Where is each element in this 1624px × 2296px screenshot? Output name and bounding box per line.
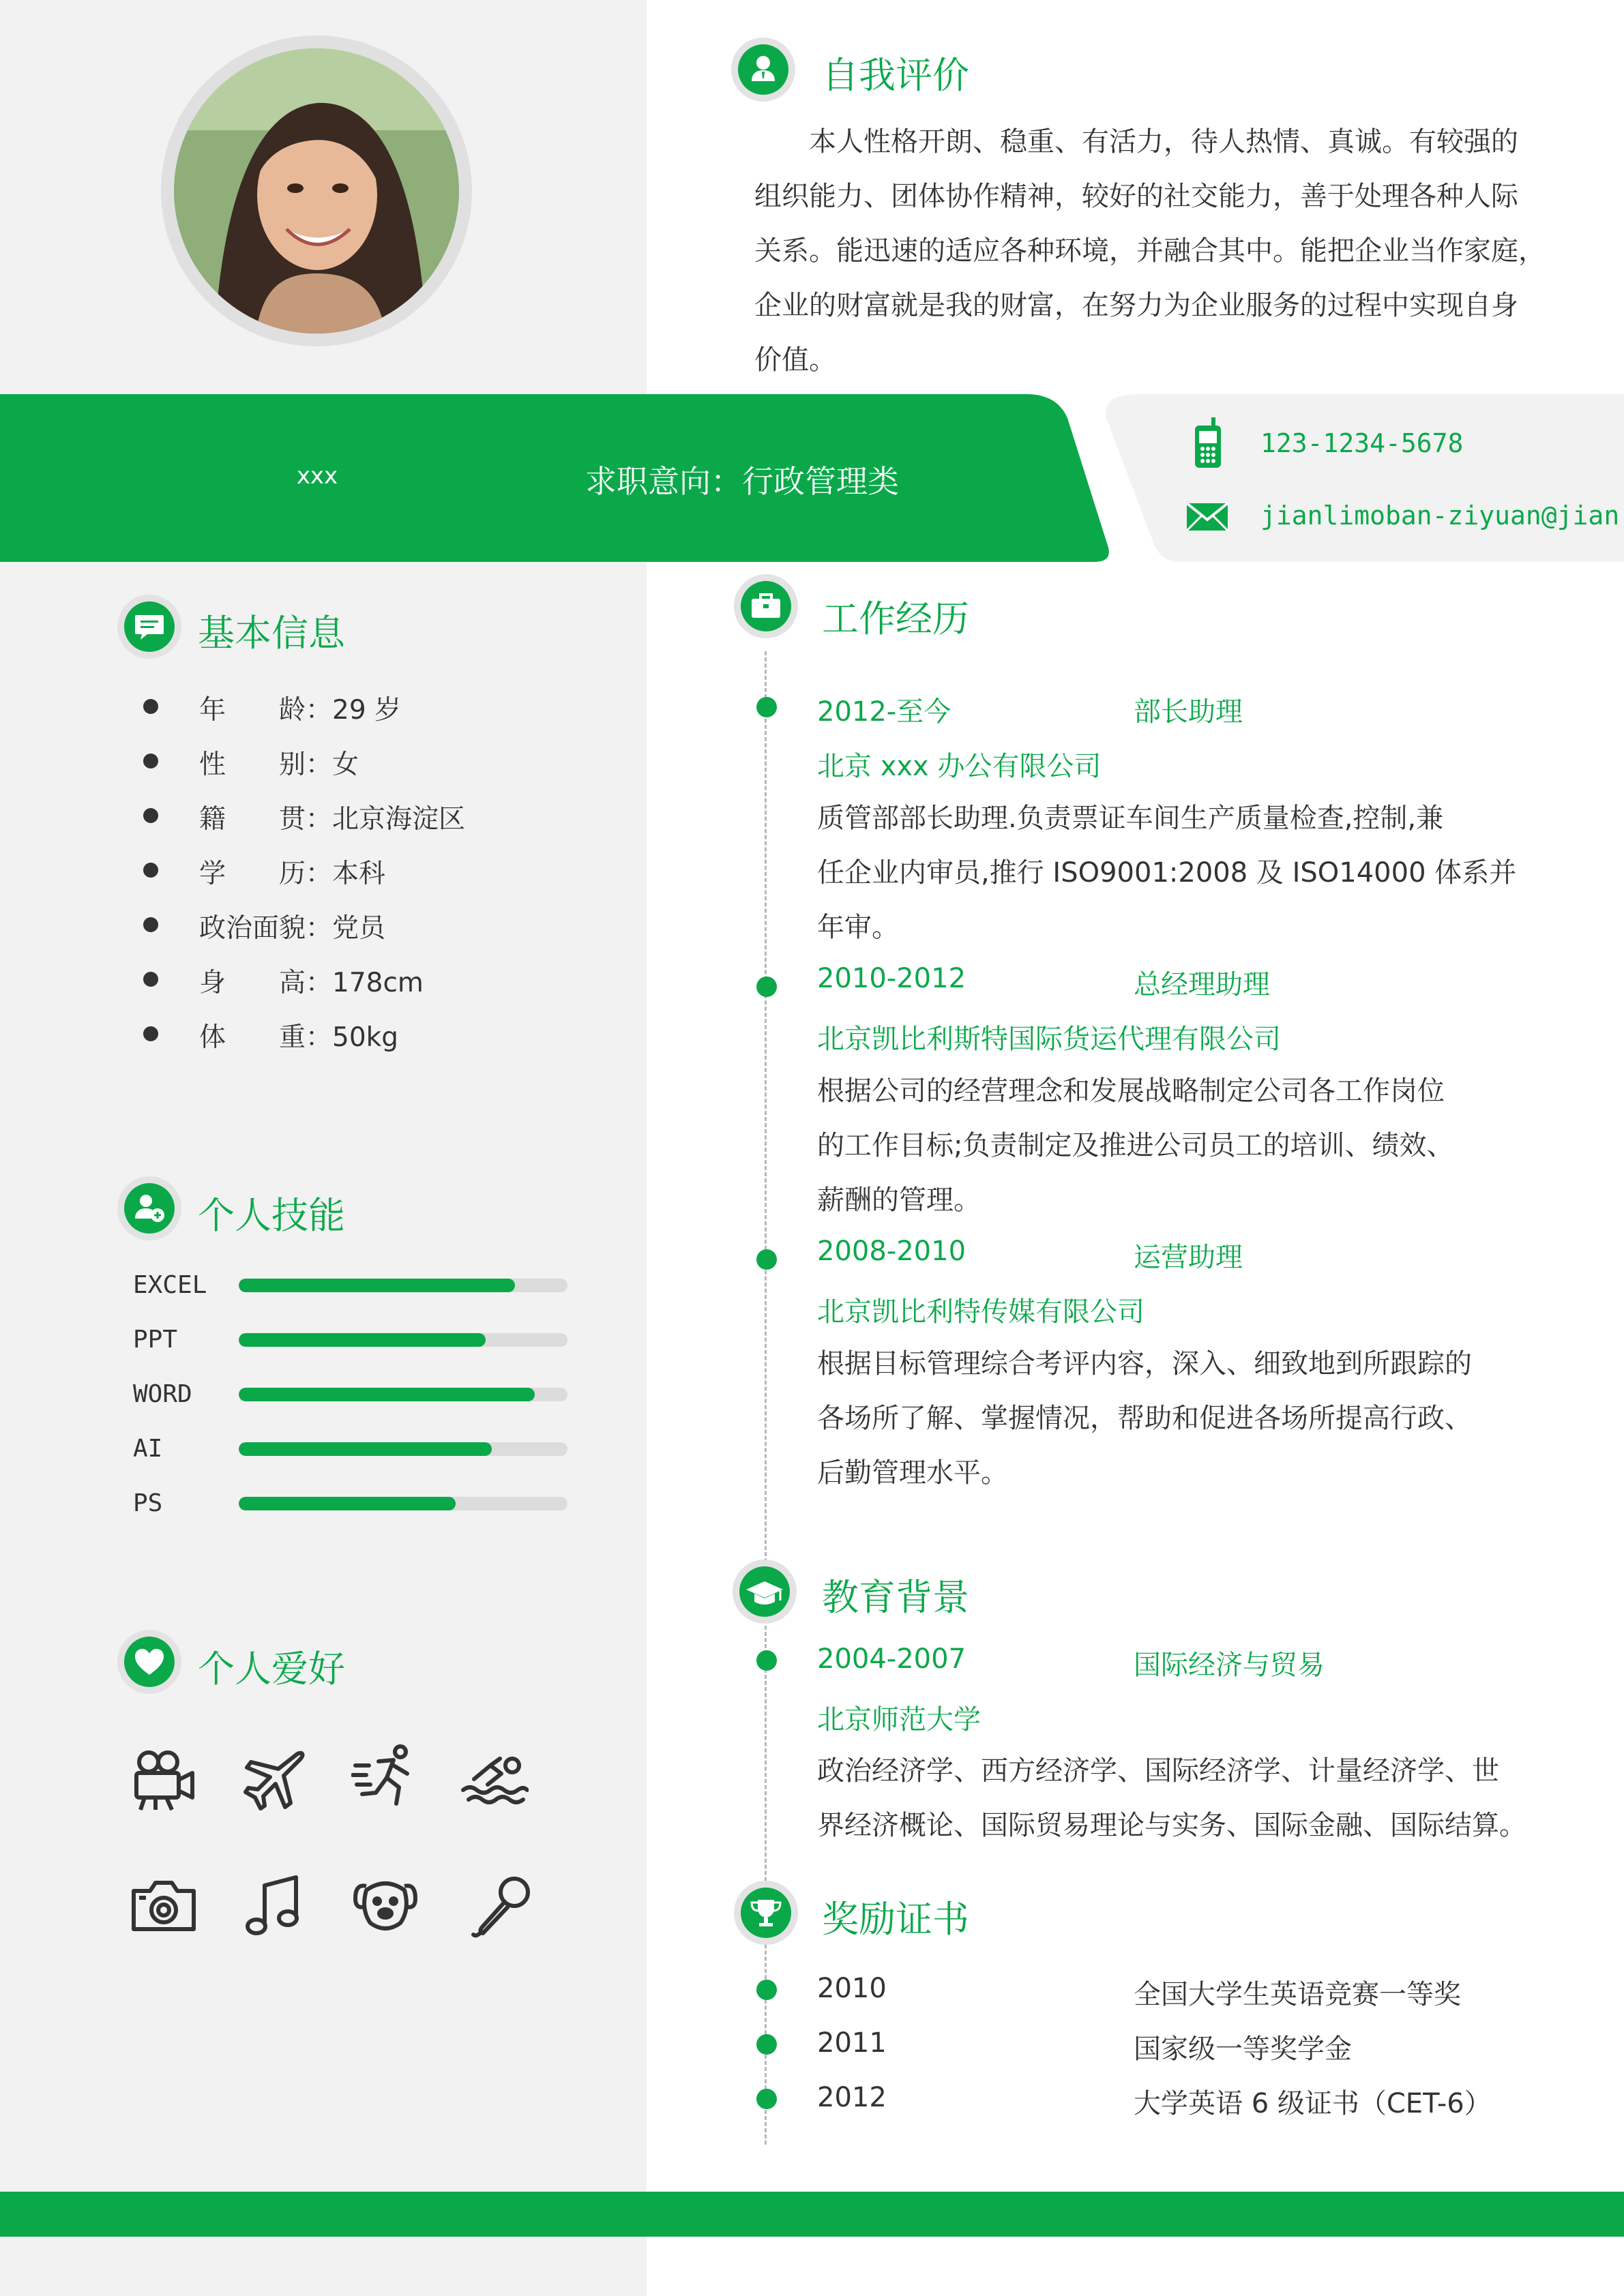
timeline-dot xyxy=(756,2034,777,2055)
self-eval-line: 企业的财富就是我的财富，在努力为企业服务的过程中实现自身 xyxy=(754,290,1518,321)
work-company: 北京 xxx 办公有限公司 xyxy=(817,751,1102,782)
award-name: 大学英语 6 级证书（CET-6） xyxy=(1134,2088,1492,2119)
info-value: 178cm xyxy=(332,968,424,998)
info-label: 体 重： xyxy=(199,1022,333,1053)
envelope-icon xyxy=(1185,502,1229,535)
work-role: 运营助理 xyxy=(1134,1242,1243,1273)
work-line: 根据公司的经营理念和发展战略制定公司各工作岗位 xyxy=(817,1075,1445,1107)
info-value: 本科 xyxy=(332,859,386,889)
bullet xyxy=(143,699,158,714)
skill-name: WORD xyxy=(133,1380,192,1408)
skill-bar-track xyxy=(239,1497,567,1510)
bullet xyxy=(143,972,158,987)
airplane-icon xyxy=(240,1746,308,1817)
award-name: 国家级一等奖学金 xyxy=(1134,2033,1352,2065)
education-courses xyxy=(817,1744,1615,1853)
skill-bar-track xyxy=(239,1333,567,1347)
bullet xyxy=(143,808,158,823)
work-description xyxy=(817,791,1588,955)
timeline-dot xyxy=(756,1980,777,2000)
work-line: 年审。 xyxy=(817,912,899,943)
bullet xyxy=(143,754,158,769)
skill-bar-fill xyxy=(239,1497,456,1510)
info-label: 籍 贯： xyxy=(199,804,333,835)
work-period: 2008-2010 xyxy=(817,1236,966,1267)
info-value: 党员 xyxy=(332,913,386,944)
work-line: 各场所了解、掌握情况，帮助和促进各场所提高行政、 xyxy=(817,1403,1472,1434)
self-eval-text xyxy=(754,115,1607,387)
education-line: 政治经济学、西方经济学、国际经济学、计量经济学、世 xyxy=(817,1755,1499,1787)
self-eval-line: 组织能力、团体协作精神，较好的社交能力，善于处理各种人际 xyxy=(754,181,1518,212)
info-label: 学 历： xyxy=(199,859,333,889)
skill-name: PPT xyxy=(133,1326,178,1354)
info-height xyxy=(199,961,424,1000)
work-role: 部长助理 xyxy=(1134,696,1243,728)
info-age xyxy=(199,689,401,727)
award-year: 2012 xyxy=(817,2082,887,2113)
skill-bar-track xyxy=(239,1442,567,1456)
basic-info-title: 基本信息 xyxy=(198,612,345,655)
skill-name: EXCEL xyxy=(133,1271,207,1299)
heart-icon xyxy=(124,1637,175,1687)
award-name: 全国大学生英语竞赛一等奖 xyxy=(1134,1979,1461,2010)
info-education xyxy=(199,852,385,891)
trophy-icon xyxy=(741,1888,791,1938)
skill-bar-fill xyxy=(239,1279,515,1292)
education-line: 界经济概论、国际贸易理论与实务、国际金融、国际结算。 xyxy=(817,1810,1526,1841)
education-major: 国际经济与贸易 xyxy=(1134,1650,1325,1681)
add-user-icon xyxy=(124,1183,175,1234)
self-eval-title: 自我评价 xyxy=(822,54,969,97)
timeline-dot xyxy=(756,697,777,717)
self-eval-line: 本人性格开朗、稳重、有活力，待人热情、真诚。有较强的 xyxy=(754,126,1518,158)
movie-camera-icon xyxy=(130,1746,198,1817)
info-label: 性 别： xyxy=(199,749,333,780)
self-eval-line: 价值。 xyxy=(754,344,836,376)
work-line: 根据目标管理综合考评内容，深入、细致地到所跟踪的 xyxy=(817,1348,1472,1380)
self-eval-section-icon xyxy=(731,38,795,102)
job-intent: 求职意向：行政管理类 xyxy=(585,463,899,500)
education-school: 北京师范大学 xyxy=(817,1704,981,1735)
info-weight xyxy=(199,1016,398,1054)
info-label: 政治面貌： xyxy=(199,913,333,944)
info-value: 50kg xyxy=(332,1022,398,1053)
skill-name: PS xyxy=(133,1489,163,1517)
info-label: 年 龄： xyxy=(199,695,333,726)
user-icon xyxy=(738,44,788,95)
microphone-icon xyxy=(471,1872,539,1943)
work-role: 总经理助理 xyxy=(1134,969,1270,1000)
basic-info-section-icon xyxy=(117,595,181,659)
footer-bar xyxy=(0,2192,1624,2237)
info-label: 身 高： xyxy=(199,968,333,998)
work-description xyxy=(817,1064,1588,1227)
skill-bar-fill xyxy=(239,1442,492,1456)
timeline-dot xyxy=(756,1650,777,1671)
work-line: 任企业内审员,推行 ISO9001:2008 及 ISO14000 体系并 xyxy=(817,857,1517,889)
hobbies-title: 个人爱好 xyxy=(198,1648,345,1690)
mobile-phone-icon xyxy=(1192,417,1224,472)
music-note-icon xyxy=(240,1872,308,1943)
self-eval-line: 关系。能迅速的适应各种环境，并融合其中。能把企业当作家庭， xyxy=(754,235,1546,267)
awards-title: 奖励证书 xyxy=(822,1898,969,1941)
info-political xyxy=(199,907,385,945)
skill-name: AI xyxy=(133,1435,163,1463)
education-title: 教育背景 xyxy=(822,1576,969,1619)
awards-section-icon xyxy=(734,1881,798,1945)
work-company: 北京凯比利特传媒有限公司 xyxy=(817,1296,1145,1328)
dog-icon xyxy=(351,1870,419,1941)
avatar xyxy=(174,48,459,333)
info-value: 女 xyxy=(332,749,359,780)
timeline-dot xyxy=(756,1249,777,1270)
swimming-icon xyxy=(460,1742,529,1813)
running-icon xyxy=(351,1742,419,1813)
bullet xyxy=(143,863,158,878)
bullet xyxy=(143,917,158,932)
skills-title: 个人技能 xyxy=(198,1194,345,1237)
candidate-name: xxx xyxy=(296,462,338,490)
skill-bar-track xyxy=(239,1388,567,1401)
contact-panel xyxy=(1098,394,1624,562)
work-description xyxy=(817,1337,1588,1500)
work-line: 质管部部长助理.负责票证车间生产质量检查,控制,兼 xyxy=(817,803,1444,834)
timeline-dot xyxy=(756,976,777,997)
banner-shape xyxy=(0,394,1112,562)
hobbies-section-icon xyxy=(117,1630,181,1694)
info-hometown xyxy=(199,798,465,836)
info-gender xyxy=(199,743,359,781)
skills-section-icon xyxy=(117,1176,181,1240)
info-value: 北京海淀区 xyxy=(332,804,466,835)
bullet xyxy=(143,1026,158,1041)
work-line: 的工作目标;负责制定及推进公司员工的培训、绩效、 xyxy=(817,1130,1454,1161)
phone-number: 123-1234-5678 xyxy=(1260,428,1464,458)
work-period: 2012-至今 xyxy=(817,696,951,728)
briefcase-icon xyxy=(741,581,791,631)
skill-bar-fill xyxy=(239,1388,535,1401)
work-company: 北京凯比利斯特国际货运代理有限公司 xyxy=(817,1024,1281,1055)
graduation-cap-icon xyxy=(739,1566,790,1617)
education-period: 2004-2007 xyxy=(817,1643,966,1675)
skill-bar-track xyxy=(239,1279,567,1292)
work-line: 薪酬的管理。 xyxy=(817,1184,981,1216)
work-section-icon xyxy=(734,574,798,638)
timeline-dot xyxy=(756,2089,777,2109)
skill-bar-fill xyxy=(239,1333,486,1347)
chat-bubble-icon xyxy=(124,601,175,652)
camera-icon xyxy=(130,1872,198,1943)
work-period: 2010-2012 xyxy=(817,963,966,994)
work-line: 后勤管理水平。 xyxy=(817,1457,1008,1489)
email-address: jianlimoban-ziyuan@jian xyxy=(1260,501,1620,531)
award-year: 2011 xyxy=(817,2027,887,2059)
work-title: 工作经历 xyxy=(822,597,969,640)
education-section-icon xyxy=(733,1560,797,1624)
award-year: 2010 xyxy=(817,1973,887,2004)
info-value: 29 岁 xyxy=(332,695,402,726)
